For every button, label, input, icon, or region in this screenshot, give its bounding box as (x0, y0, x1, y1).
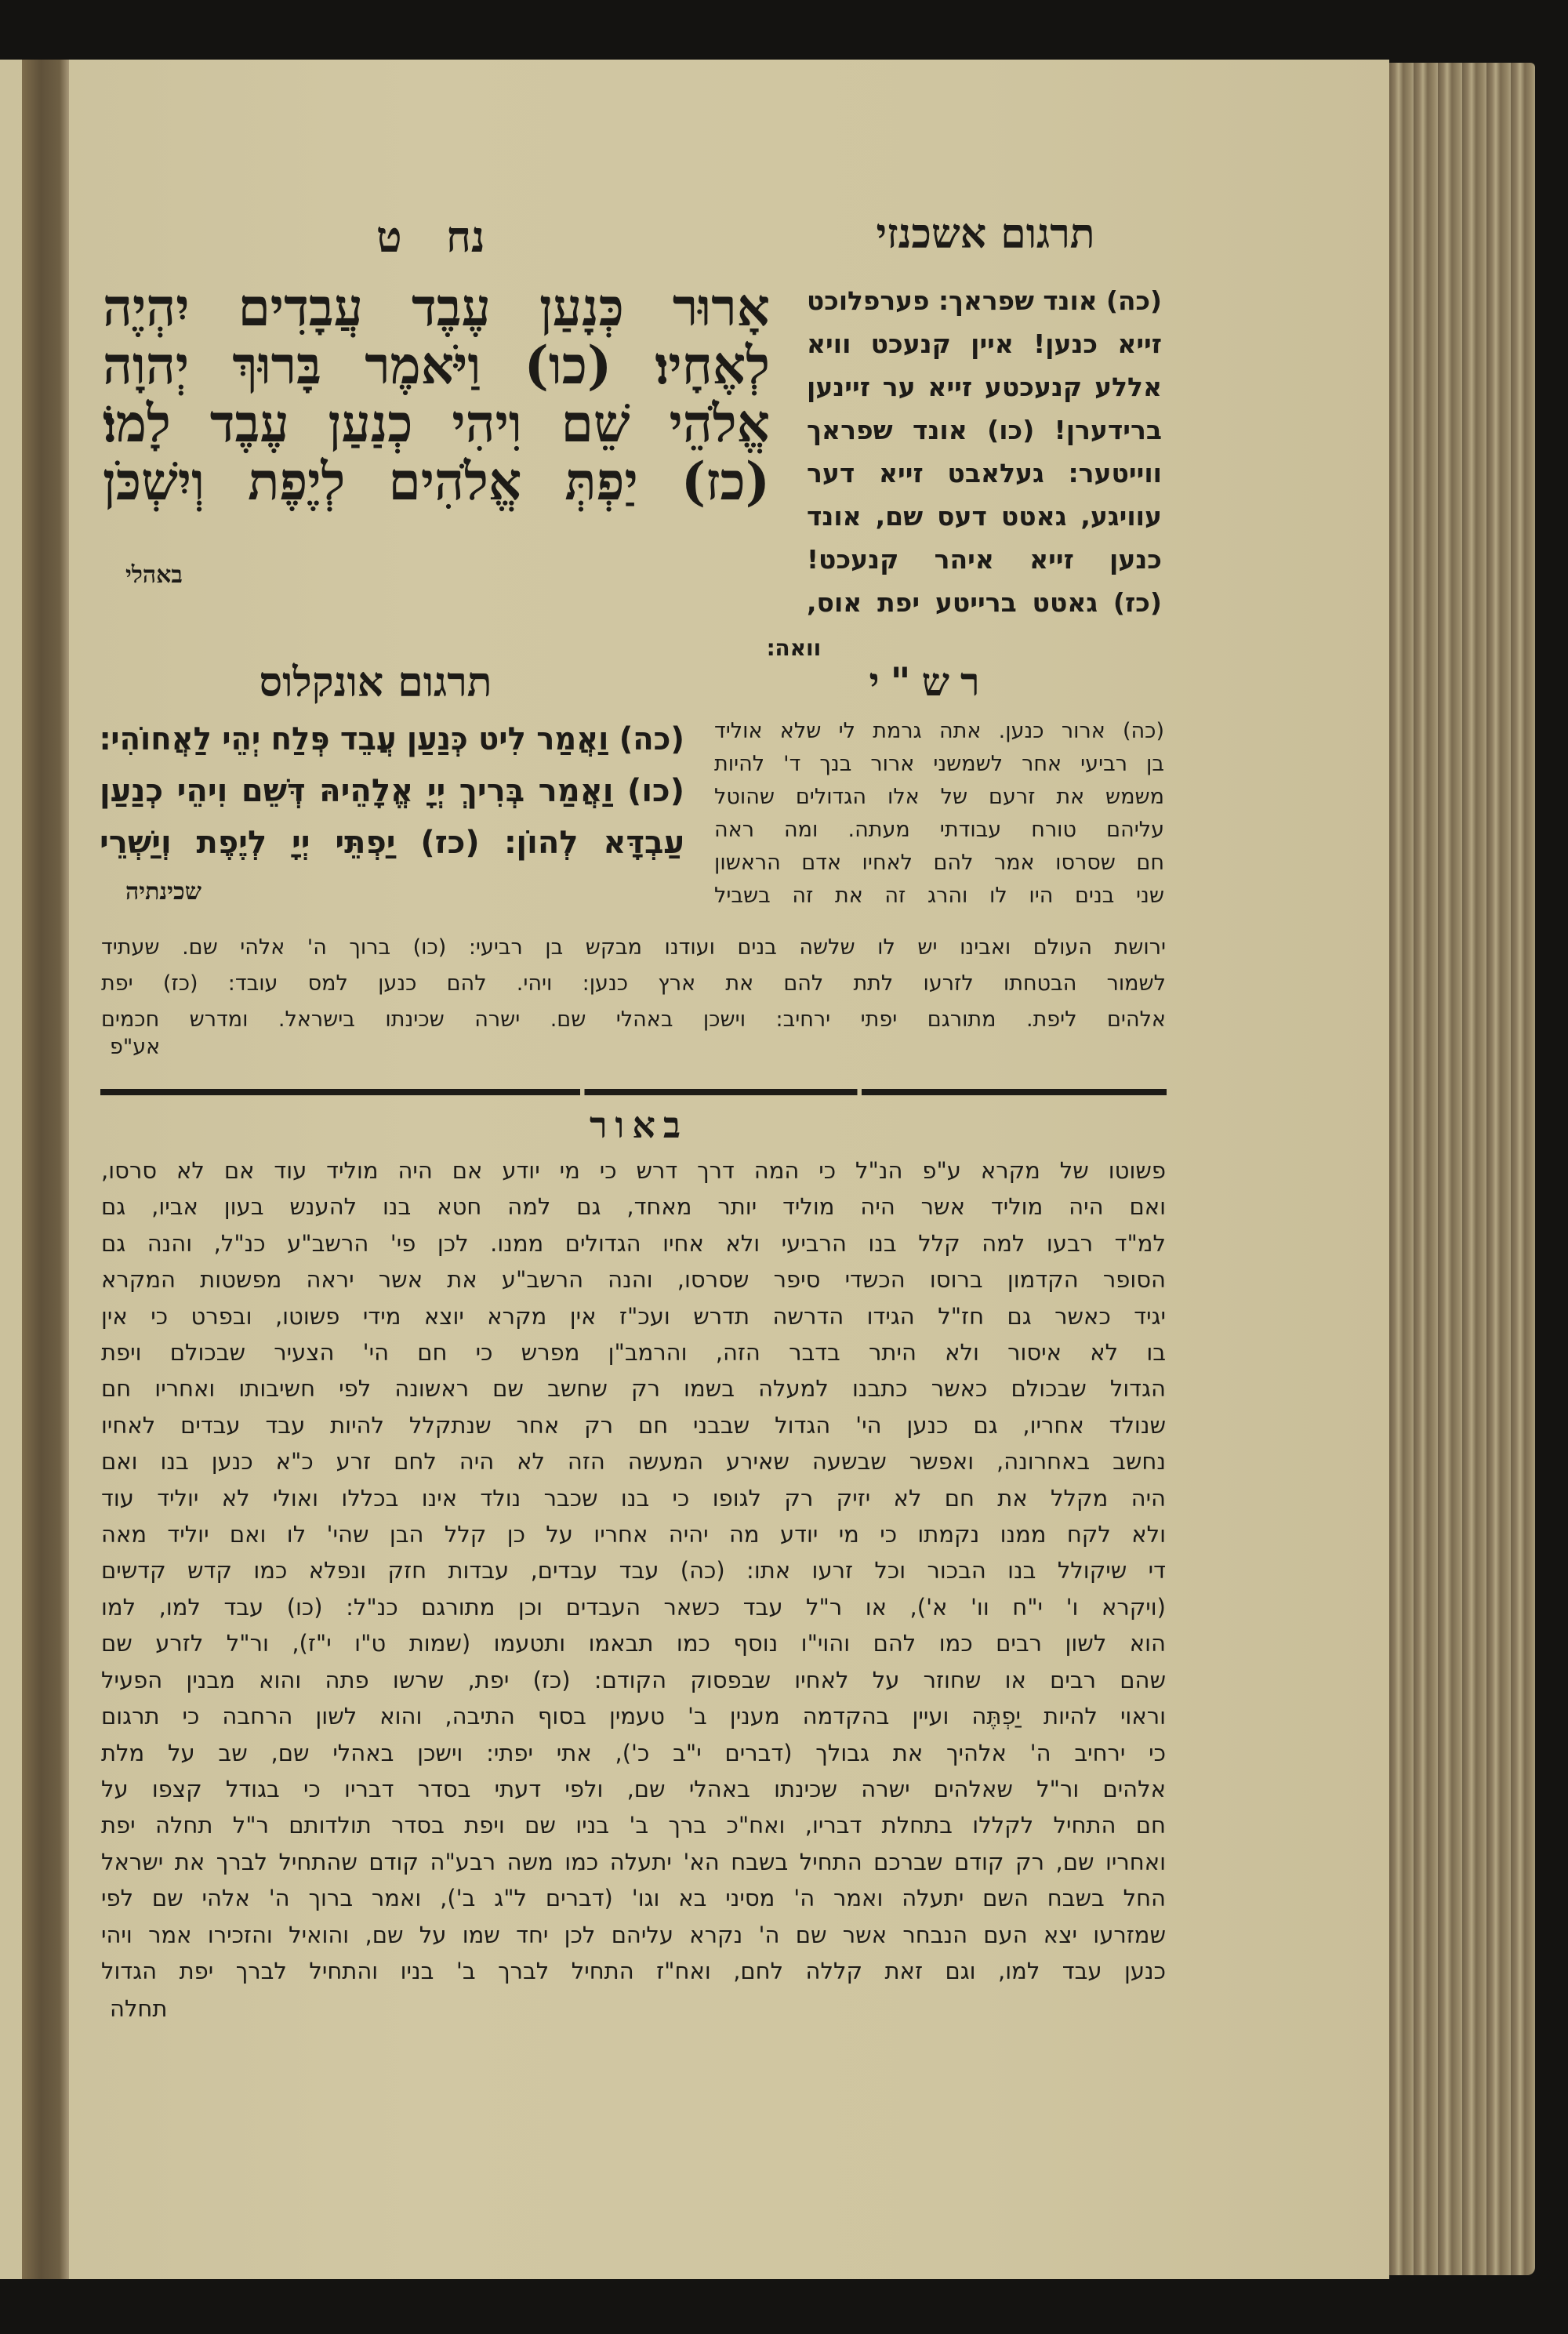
targum-ashkenazi-line: זייא כנען! איין קנעכט וויא (807, 329, 1162, 359)
biur-catchword: תחלה (110, 1995, 168, 2022)
rashi-line: חם שסרסו אמר להם לאחיו אדם הראשון (714, 851, 1164, 875)
biur-line: החל בשבח השם יתעלה ואמר ה' מסיני בא וגו' (דברים ל"ג ב'), ואמר ברוך ה' אלהי שם לפי (101, 1885, 1166, 1912)
rashi-line: ירושת העולם ואבינו יש לו שלשה בנים ועודנו מבקש בן רביעי: (כו) ברוך ה' אלהי שם. שעתיד (101, 935, 1166, 960)
biur-line: שנולד אחריו, גם כנען הי' הגדול שבבני חם רק אחר שנתקלל להיות עבד עבדים לאחיו (101, 1411, 1166, 1439)
torah-line: אֱלֹהֵי שֵׁם וִיהִי כְנַעַן עֶבֶד לָמוֹ׃ (103, 393, 770, 454)
rashi-line: אלהים ליפת. מתורגם יפתי ירחיב: וישכן באהלי שם. ישרה שכינתו בישראל. ומדרש חכמים (101, 1007, 1166, 1032)
biur-line: חם התחיל לקללו בתחלת דבריו, ואח"כ ברך ב' בניו שם ויפת בסדר תולדותם ר"ל תחלה יפת (101, 1812, 1166, 1839)
biur-line: היה מקלל את חם לא יזיק רק לגופו כי בנו שכבר נולד אינו בכללו ואולי לא יוליד עוד (101, 1484, 1166, 1512)
onkelos-catchword: שכינתיה (125, 878, 201, 906)
biur-line: כנען עבד למו, וגם זאת קללה לחם, ואח"ז התחיל לברך ב' בניו והתחיל לברך יפת הגדול (101, 1957, 1166, 1984)
biur-line: פשוטו של מקרא ע"פ הנ"ל כי המה דרך דרש כי מי יודע אם היה מוליד עוד אם לא סרסו, (101, 1157, 1166, 1184)
torah-catchword: באהלי (125, 561, 183, 589)
torah-line: אָרוּר כְּנָעַן עֶבֶד עֲבָדִים יִהְיֶה (103, 277, 770, 338)
parasha-name: נח (446, 212, 485, 262)
biur-line: הוא לשון רבים כמו להם והוי"ו נוסף כמו תבאמו ותטעמו (שמות ט"ו י"ז), ור"ל לזרע שם (101, 1630, 1166, 1657)
rashi-text-continued (101, 930, 1166, 1038)
rashi-catchword: אע"פ (110, 1035, 161, 1059)
biur-line: ואם היה מוליד אשר היה מוליד יותר מאחד, גם למה חטא בנו להענש בעון אביו, גם (101, 1193, 1166, 1221)
section-divider (100, 1089, 1167, 1095)
biur-text (101, 1152, 1166, 1989)
running-head-parasha (376, 212, 485, 262)
rashi-line: לשמור הבטחתו לזרעו לתת להם את ארץ כנען: ויהי. להם כנען למס עובד: (כז) יפת (101, 971, 1166, 996)
biur-title: באור (589, 1104, 689, 1146)
biur-line: (ויקרא ו' י"ח וו' א'), או ר"ל עבד כשאר העבדים וכן מתורגם כנ"ל: (כו) עבד למו, למו (101, 1593, 1166, 1621)
biur-line: ואחריו שם, רק קודם שברכם התחיל בשבח הא' יתעלה כמו משה רבע"ה קודם שהתחיל לברך את ישראל (101, 1848, 1166, 1875)
biur-line: שהם רבים או שחוזר על לאחיו שבפסוק הקודם: (כז) יפת, שרשו פתה והוא מבנין הפעיל (101, 1666, 1166, 1693)
rashi-line: (כה) ארור כנען. אתה גרמת לי שלא אוליד (714, 719, 1164, 743)
biur-line: ולא לקח ממנו נקמתו כי מי יודע מה יהיה אחריו על כן קלל הבן שהי' לו ואם יוליד מאה (101, 1521, 1166, 1548)
rashi-line: שני בנים היו לו והרג זה את זה בשביל (714, 884, 1164, 908)
onkelos-title: תרגום אונקלוס (259, 659, 492, 706)
targum-ashkenazi-line: כנען זייא איהר קנעכט! (807, 544, 1162, 575)
biur-line: בו לא איסור ולא היתר בדבר הזה, והרמב"ן מפרש כי חם הי' הצעיר שבכולם ויפת (101, 1339, 1166, 1367)
targum-ashkenazi-title: תרגום אשכנזי (876, 210, 1095, 258)
targum-ashkenazi-catchword: וואה׃ (767, 635, 822, 661)
targum-ashkenazi-line: ברידערן! (כו) אונד שפראך (807, 415, 1162, 445)
torah-line: לְאֶחָיו׃ (כו) וַיֹּאמֶר בָּרוּךְ יְהוָה (103, 335, 770, 396)
page-edges (1389, 63, 1535, 2275)
torah-line: (כז) יַפְתְּ אֱלֹהִים לְיֶפֶת וְיִשְׁכֹּן (103, 451, 770, 512)
biur-line: יגיד כאשר גם חז"ל הגידו הדרשה תדרש ועכ"ז אין מקרא יוצא מידי פשוטו, ובפרט כי אין (101, 1302, 1166, 1330)
targum-ashkenazi-line: (כז) גאטט ברייטע יפת אוס, (807, 587, 1162, 618)
torah-text (103, 278, 770, 510)
biur-line: אלהים ור"ל שאלהים ישרה שכינתו באהלי שם, ולפי דעתי בסדר דבריו כי בגודל קצפו על (101, 1775, 1166, 1802)
targum-ashkenazi-line: (כה) אונד שפראך: פערפלוכט (807, 285, 1162, 316)
onkelos-text (100, 713, 684, 869)
targum-ashkenazi-line: עוויגע, גאטט דעס שם, אונד (807, 501, 1162, 532)
biur-line: כי ירחיב ה' אלהיך את גבולך (דברים י"ב כ'), אתי יפתי: וישכן באהלי שם, שב על מלת (101, 1739, 1166, 1766)
biur-line: שמזרעו יצא העם הנבחר אשר שם ה' נקרא עליהם לכן יחד שמו על שם, והואיל והזכירו אמר ויהי (101, 1921, 1166, 1948)
onkelos-line: (כה) וַאֲמַר לִיט כְּנַעַן עֲבֵד פְּלַח יְהֵי לַאֲחוֹהִי׃ (100, 721, 685, 757)
onkelos-line: (כו) וַאֲמַר בְּרִיךְ יְיָ אֱלָהֵיהּ דְּשֵׁם וִיהֵי כְנַעַן (100, 773, 684, 809)
biur-line: וראוי להיות יַפְתֶּה ועיין בהקדמה מענין ב' טעמין בסוף התיבה, והוא לשון הרחבה כי תרגום (101, 1703, 1166, 1730)
targum-ashkenazi-line: ווייטער: געלאבט זייא דער (807, 458, 1162, 488)
rashi-text (714, 715, 1164, 913)
chapter-number: ט (376, 212, 402, 262)
biur-line: נחשב באחרונה, ואפשר שבשעה שאירע המעשה הזה לא היה לחם זרע כ"א כנען בנו ואם (101, 1448, 1166, 1476)
biur-line: הסופר הקדמון ברוסו הכשדי סיפר שסרסו, והנה הרשב"ע את אשר יראה מפשטות המקרא (101, 1266, 1166, 1294)
biur-line: למ"ד רבעו למה קלל בנו הרביעי ולא אחיו הגדולים ממנו. לכן פי' הרשב"ע כנ"ל, והנה גם (101, 1229, 1166, 1257)
targum-ashkenazi-line: אללע קנעכטע זייא ער זיינען (807, 372, 1162, 402)
book-gutter (22, 60, 69, 2279)
biur-line: הגדול שבכולם כאשר כתבנו למעלה בשמו רק שחשב שם ראשונה לפי חשיבותו ואחריו חם (101, 1375, 1166, 1403)
rashi-line: משמש את זרעם של אלו הגדולים שהוטל (714, 785, 1164, 809)
biur-line: די שיקולל בנו הבכור וכל זרעו אתו: (כה) עבד עבדים, עבדות חזק ונפלא כמו קדש קדשים (101, 1557, 1166, 1584)
rashi-line: עליהם טורח עבודתי מעתה. ומה ראה (714, 818, 1164, 842)
rashi-title: רש"י (869, 659, 991, 705)
rashi-line: בן רביעי אחר לשמשני ארור בנך ד' להיות (714, 752, 1164, 776)
onkelos-line: עַבְדָּא לְהוֹן׃ (כז) יַפְתֵּי יְיָ לְיֶפֶת וְיַשְׁרֵי (100, 825, 684, 861)
targum-ashkenazi-text (807, 279, 1162, 624)
